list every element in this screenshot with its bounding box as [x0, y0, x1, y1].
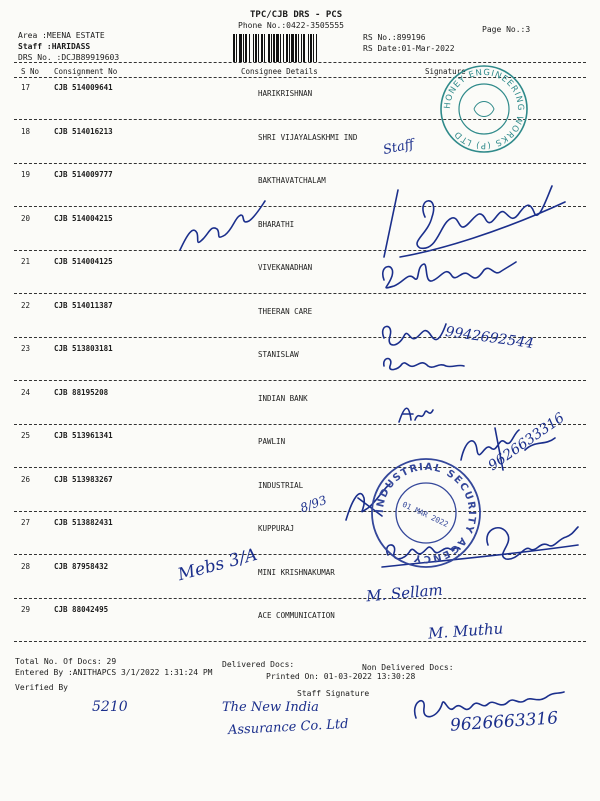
barcode-bar — [276, 34, 279, 62]
signature-row24 — [395, 400, 435, 426]
row-serial-number: 27 — [21, 518, 31, 527]
page-number: Page No.:3 — [482, 25, 531, 34]
col-sno: S No — [21, 67, 40, 76]
rs-date: RS Date:01-Mar-2022 — [363, 44, 455, 53]
col-consignee: Consignee Details — [241, 67, 318, 76]
row-consignment-number: CJB 514009641 — [54, 83, 113, 92]
total-docs: Total No. Of Docs: 29 — [15, 657, 117, 666]
verified-by: Verified By — [15, 683, 68, 692]
company-stamp-middle — [368, 455, 484, 571]
row-serial-number: 25 — [21, 431, 31, 440]
handwritten-5210: 5210 — [92, 699, 128, 715]
stamp-middle-text: INDUSTRIAL SECURITY AGENCY — [374, 461, 478, 565]
company-stamp-top — [438, 63, 530, 155]
barcode-bar — [298, 34, 299, 62]
row-consignment-number: CJB 514016213 — [54, 126, 113, 136]
barcode-bar — [243, 34, 244, 62]
barcode-bar — [313, 34, 314, 62]
barcode-bar — [255, 34, 257, 62]
row-consignment-number: CJB 513983267 — [54, 474, 113, 484]
header-left — [18, 30, 119, 63]
row-consignment-number: CJB 88195208 — [54, 387, 109, 397]
barcode-bar — [253, 34, 254, 62]
handwritten-doc-count: 8/93 — [298, 492, 329, 516]
drs-number: DRS No. :DCJB89919603 — [18, 53, 120, 62]
signature-row21 — [376, 256, 526, 296]
row-consignee-name: BHARATHI — [258, 219, 295, 229]
barcode-bar — [291, 34, 294, 62]
row-serial-number: 26 — [21, 474, 31, 484]
barcode-bar — [236, 34, 237, 62]
non-delivered-docs: Non Delivered Docs: — [362, 663, 454, 672]
row-consignment-number: CJB 88042495 — [54, 605, 109, 614]
row-serial-number: 18 — [21, 126, 31, 136]
printed-on: Printed On: 01-03-2022 13:30:28 — [266, 672, 416, 681]
barcode-bar — [303, 34, 305, 62]
row-consignment-number: CJB 513882431 — [54, 518, 113, 527]
rs-block — [363, 32, 455, 54]
row-serial-number: 29 — [21, 605, 31, 614]
row-serial-number: 22 — [21, 300, 31, 310]
barcode-bar — [268, 34, 270, 62]
staff-note: Staff — [381, 136, 416, 159]
barcode-bar — [295, 34, 297, 62]
row-serial-number: 23 — [21, 344, 31, 353]
handwritten-phone-1: 9942692544 — [444, 323, 535, 353]
barcode-bar — [310, 34, 312, 62]
row-consignment-number: CJB 514011387 — [54, 300, 113, 310]
handwritten-mebs: Mebs 3/A — [175, 544, 260, 586]
row-consignee-name: PAWLIN — [258, 437, 286, 446]
row-divider — [14, 511, 586, 512]
barcode-bar — [258, 34, 259, 62]
row-consignee-name: MINI KRISHNAKUMAR — [258, 567, 335, 577]
row-divider — [14, 598, 586, 599]
report-title: TPC/CJB DRS - PCS — [250, 10, 343, 20]
row-consignment-number: CJB 514004125 — [54, 257, 113, 266]
row-consignee-name: INDUSTRIAL — [258, 480, 304, 490]
row-divider — [14, 641, 586, 642]
row-serial-number: 19 — [21, 170, 31, 179]
barcode-bar — [283, 34, 284, 62]
row-consignee-name: HARIKRISHNAN — [258, 89, 313, 98]
staff-signature-strokes — [408, 688, 568, 728]
barcode-bar — [301, 34, 302, 62]
handwritten-company-2: Assurance Co. Ltd — [227, 716, 349, 739]
signature-row19-20 — [380, 162, 570, 267]
stamp-top-text: HONEY ENGINEERING WORKS (P) LTD — [442, 67, 526, 151]
barcode-bar — [233, 34, 235, 62]
row-serial-number: 17 — [21, 83, 31, 92]
row-consignment-number: CJB 513961341 — [54, 431, 113, 440]
handwritten-company-1: The New India — [222, 700, 319, 715]
row-consignment-number: CJB 514004215 — [54, 213, 113, 223]
row-consignee-name: BAKTHAVATCHALAM — [258, 176, 326, 185]
barcode-bar — [261, 34, 263, 62]
row-consignment-number: CJB 87958432 — [54, 561, 109, 571]
col-signature: Signature — [425, 67, 466, 76]
row-serial-number: 24 — [21, 387, 31, 397]
barcode-bar — [273, 34, 275, 62]
signature-row20-vas — [175, 195, 270, 255]
row-divider — [14, 380, 586, 381]
row-consignee-name: INDIAN BANK — [258, 393, 308, 403]
stamp-middle-date: 01 MAR 2022 — [400, 499, 450, 529]
row-consignment-number: CJB 513803181 — [54, 344, 113, 353]
row-consignee-name: ACE COMMUNICATION — [258, 611, 335, 620]
staff-signature-label: Staff Signature — [297, 689, 370, 698]
row-consignee-name: STANISLAW — [258, 350, 299, 359]
row-consignee-name: VIVEKANADHAN — [258, 263, 313, 272]
signature-row23 — [378, 352, 468, 376]
row-serial-number: 20 — [21, 213, 31, 223]
phone-number: Phone No.:0422-3505555 — [238, 21, 344, 30]
handwritten-sellam: M. Sellam — [365, 580, 444, 606]
barcode-bar — [245, 34, 247, 62]
handwritten-phone-2: 9626633316 — [485, 409, 568, 475]
area-label: Area :MEENA ESTATE — [18, 31, 105, 40]
barcode — [232, 34, 354, 62]
barcode-bar — [286, 34, 288, 62]
handwritten-muthu: M. Muthu — [427, 619, 504, 643]
rs-number: RS No.:899196 — [363, 33, 426, 42]
col-consignment: Consignment No — [54, 67, 118, 76]
entered-by: Entered By :ANITHAPCS 3/1/2022 1:31:24 PM — [15, 668, 213, 677]
barcode-bar — [249, 34, 250, 62]
delivered-docs: Delivered Docs: — [222, 660, 295, 669]
row-consignment-number: CJB 514009777 — [54, 170, 113, 179]
staff-label: Staff :HARIDASS — [18, 42, 91, 51]
row-serial-number: 28 — [21, 561, 31, 571]
barcode-bar — [264, 34, 265, 62]
barcode-bar — [239, 34, 242, 62]
barcode-bar — [289, 34, 290, 62]
row-consignee-name: THEERAN CARE — [258, 306, 313, 316]
barcode-bar — [280, 34, 281, 62]
row-consignee-name: KUPPURAJ — [258, 524, 295, 533]
row-serial-number: 21 — [21, 257, 31, 266]
barcode-bar — [308, 34, 309, 62]
svg-text:HONEY ENGINEERING WORKS (P) LT — [443, 68, 525, 150]
barcode-bar — [271, 34, 272, 62]
row-consignee-name: SHRI VIJAYALASKHMI IND — [258, 132, 358, 142]
barcode-bar — [316, 34, 317, 62]
handwritten-signer-phone: 9626663316 — [449, 708, 559, 736]
